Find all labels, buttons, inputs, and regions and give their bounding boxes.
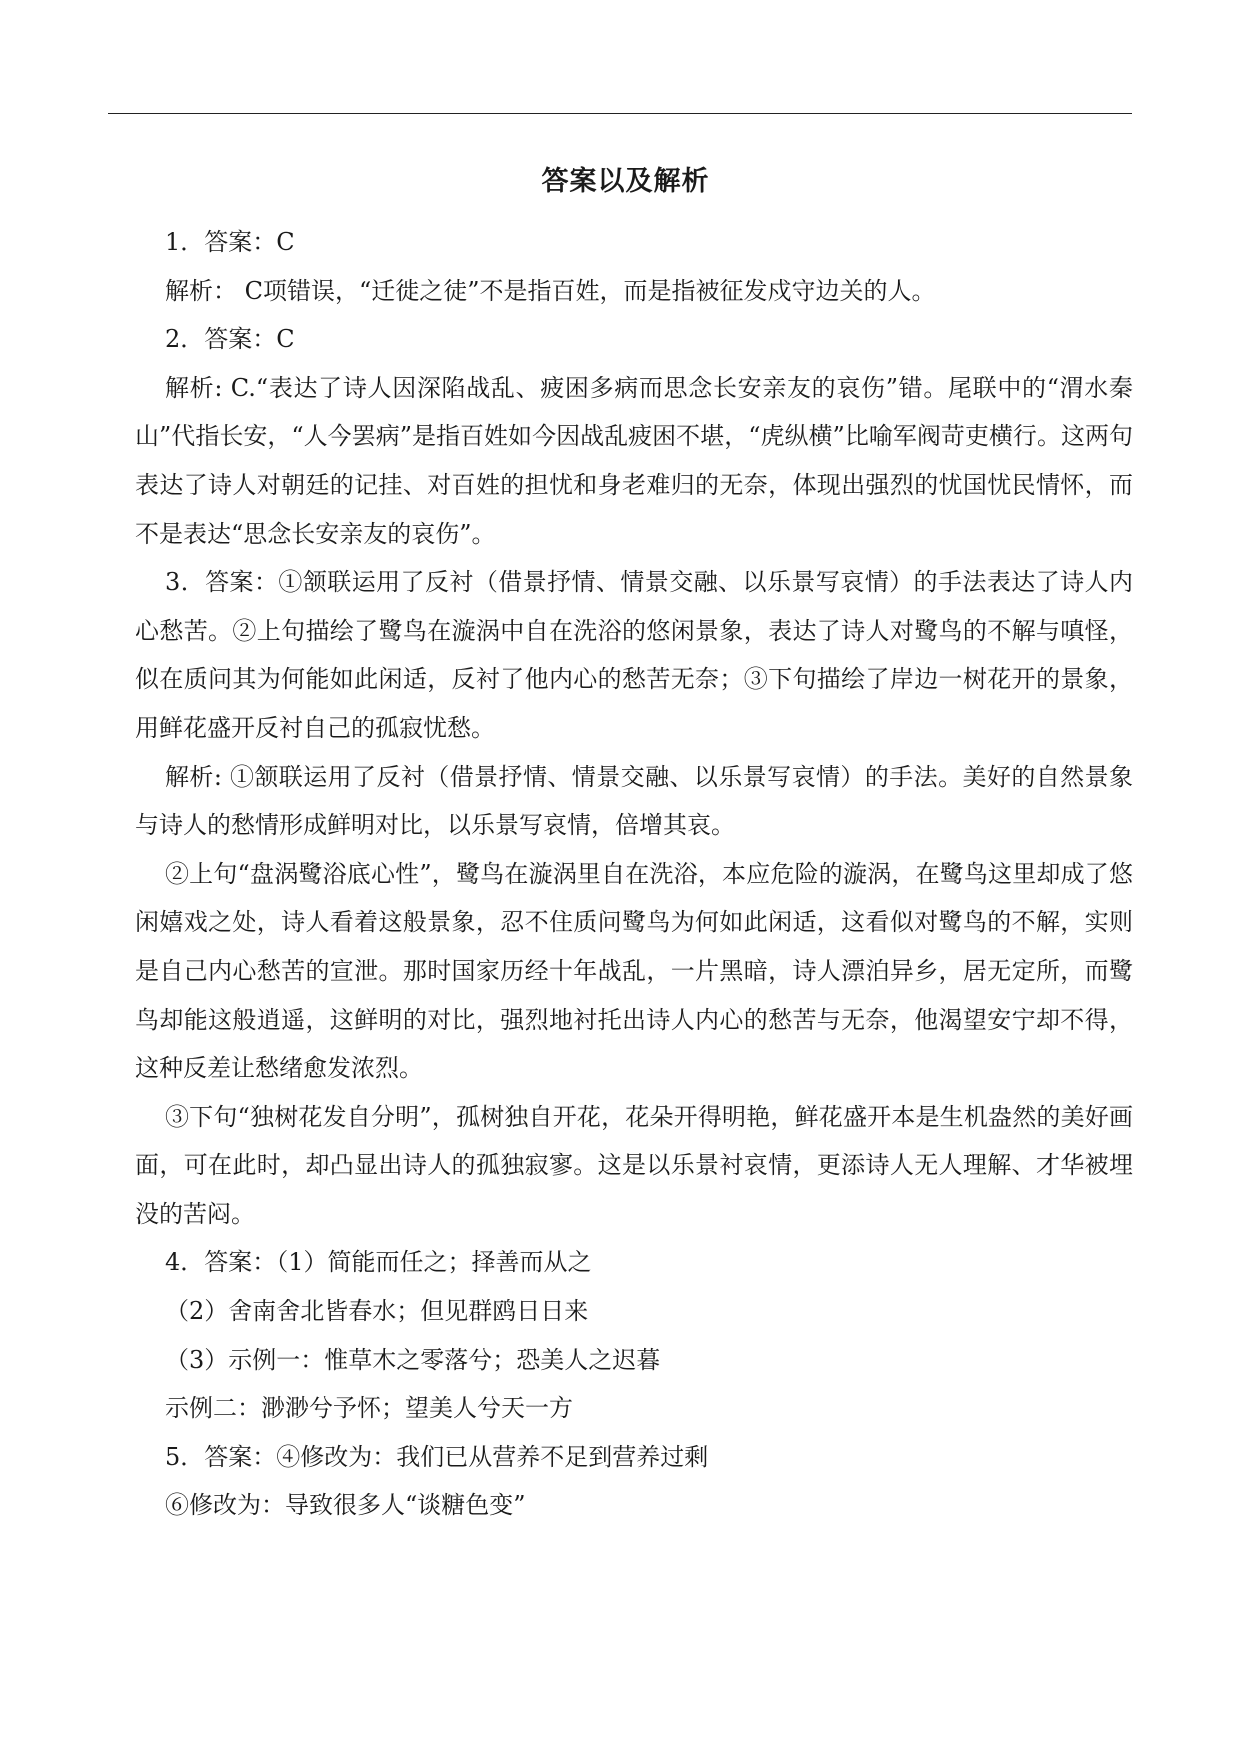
analysis-1-paragraph: 解析： C项错误，“迁徙之徒”不是指百姓，而是指被征发戍守边关的人。	[165, 276, 936, 305]
answer-3-paragraph: 3．答案：①颔联运用了反衬（借景抒情、情景交融、以乐景写哀情）的手法表达了诗人内心愁苦。②上句描绘了鹭鸟在漩涡中自在洗浴的悠闲景象，表达了诗人对鹭鸟的不解与嗔怪，似在质问其为何能如此闲适，反衬了他内心的愁苦无奈；③下句描绘了岸边一树花开的景象，用鲜花盛开反衬自己的孤寂忧愁。	[135, 568, 1133, 742]
answer-4-line-4: 示例二：渺渺兮予怀；望美人兮天一方	[165, 1394, 573, 1423]
analysis-3-paragraph-a: 解析: ①颔联运用了反衬（借景抒情、情景交融、以乐景写哀情）的手法。美好的自然景象与诗人的愁情形成鲜明对比，以乐景写哀情，倍增其哀。	[135, 762, 1133, 840]
answer-5-line-2: ⑥修改为：导致很多人“谈糖色变”	[165, 1491, 526, 1520]
answer-5-line-1: 5．答案：④修改为：我们已从营养不足到营养过剩	[165, 1442, 709, 1471]
page-title: 答案以及解析	[541, 166, 710, 197]
answer-4-line-1: 4．答案：（1）简能而任之；择善而从之	[165, 1248, 592, 1277]
answer-4-line-2: （2）舍南舍北皆春水；但见群鸥日日来	[165, 1297, 589, 1326]
answer-1-line: 1．答案：C	[165, 228, 295, 256]
answer-4-line-3: （3）示例一：惟草木之零落兮；恐美人之迟暮	[165, 1345, 661, 1374]
header-rule	[108, 113, 1132, 114]
analysis-2-paragraph: 解析: C.“表达了诗人因深陷战乱、疲困多病而思念长安亲友的哀伤”错。尾联中的“渭水秦山”代指长安，“人今罢病”是指百姓如今因战乱疲困不堪，“虎纵横”比喻军阀苛吏横行。这两句表达了诗人对朝廷的记挂、对百姓的担忧和身老难归的无奈，体现出强烈的忧国忧民情怀，而不是表达“思念长安亲友的哀伤”。	[135, 373, 1133, 548]
answer-2-line: 2．答案：C	[165, 325, 295, 354]
answer-body	[135, 218, 1133, 1530]
analysis-3-paragraph-c: ③下句“独树花发自分明”，孤树独自开花，花朵开得明艳，鲜花盛开本是生机盎然的美好画面，可在此时，却凸显出诗人的孤独寂寥。这是以乐景衬哀情，更添诗人无人理解、才华被埋没的苦闷。	[135, 1102, 1133, 1228]
analysis-3-paragraph-b: ②上句“盘涡鹭浴底心性”，鹭鸟在漩涡里自在洗浴，本应危险的漩涡，在鹭鸟这里却成了悠闲嬉戏之处，诗人看着这般景象，忍不住质问鹭鸟为何如此闲适，这看似对鹭鸟的不解，实则是自己内心愁苦的宣泄。那时国家历经十年战乱，一片黑暗，诗人漂泊异乡，居无定所，而鹭鸟却能这般逍遥，这鲜明的对比，强烈地衬托出诗人内心的愁苦与无奈，他渴望安宁却不得，这种反差让愁绪愈发浓烈。	[135, 859, 1133, 1083]
